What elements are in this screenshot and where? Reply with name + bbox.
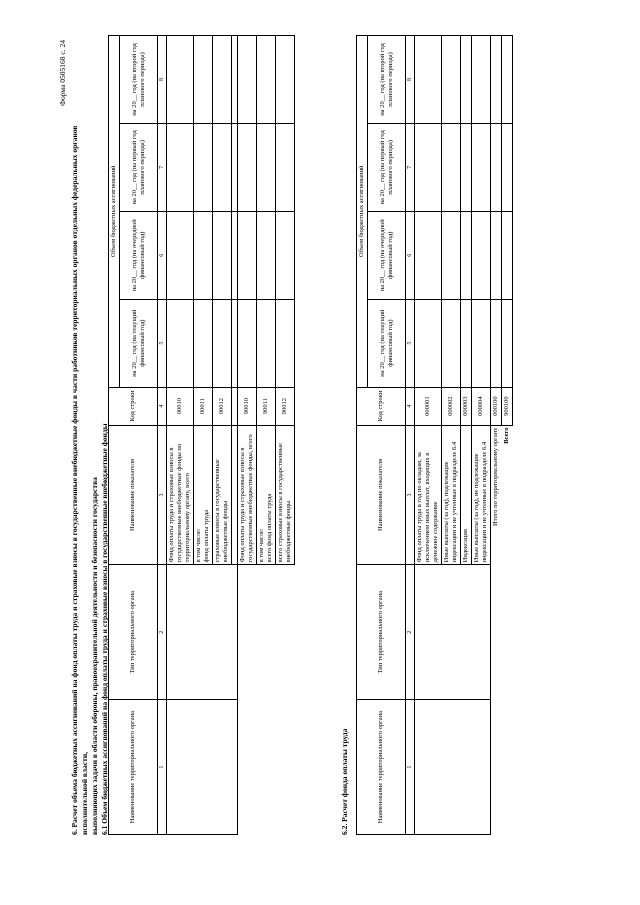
t2-group-header: Объем бюджетных ассигнований: [357, 36, 368, 388]
value-cell[interactable]: [238, 299, 257, 387]
t1-col3-header: Наименование показателя: [109, 425, 158, 565]
value-cell[interactable]: [415, 211, 442, 299]
value-cell[interactable]: [257, 36, 276, 124]
table-row: страховые взносы в государственные внебюджетные фонды: [213, 425, 232, 565]
t2-col3-header: Наименование показателя: [357, 425, 406, 565]
value-cell[interactable]: [415, 36, 442, 124]
row-label: фонд оплаты труда: [203, 509, 210, 563]
t1-col7-header: на 20__ год (на первый год планового периода): [120, 123, 158, 211]
row-code: 00012: [213, 387, 232, 425]
value-cell[interactable]: [257, 211, 276, 299]
value-cell[interactable]: [238, 36, 257, 124]
t1-col5-header: на 20__ год (на текущий финансовый год): [120, 299, 158, 387]
value-cell[interactable]: [442, 36, 461, 124]
value-cell[interactable]: [491, 299, 502, 387]
value-cell[interactable]: [213, 211, 232, 299]
t1-org-name-cell[interactable]: [167, 700, 238, 835]
t2-col7-header: на 20__ год (на первый год планового периода): [368, 123, 406, 211]
table-row: Иные выплаты (за год), не подлежащие индексации и не учтенные в подразделе 6.4: [472, 425, 491, 565]
table-row: всего страховые взносы в государственные внебюджетные фонды: [276, 425, 295, 565]
t1-num-1: 1: [158, 700, 167, 835]
value-cell[interactable]: [472, 36, 491, 124]
row-code: 000002: [442, 387, 461, 425]
value-cell[interactable]: [238, 123, 257, 211]
t2-org-name-cell[interactable]: [415, 700, 491, 835]
table-row: Иные выплаты (за год), подлежащие индексации и не учтенные в подразделе 6.4: [442, 425, 461, 565]
t1-col4-header: Код строки: [109, 387, 158, 425]
value-cell[interactable]: [461, 36, 472, 124]
t2-num-8: 8: [406, 36, 415, 124]
t1-group-header: Объем бюджетных ассигнований: [109, 36, 120, 388]
t2-col2-header: Тип территориального органа: [357, 565, 406, 700]
t2-num-1: 1: [406, 700, 415, 835]
value-cell[interactable]: [276, 36, 295, 124]
value-cell[interactable]: [213, 36, 232, 124]
t2-num-6: 6: [406, 211, 415, 299]
t2-col8-header: на 20__ год (на второй год планового периода): [368, 36, 406, 124]
value-cell[interactable]: [194, 123, 213, 211]
table-row: [257, 425, 276, 565]
value-cell[interactable]: [213, 123, 232, 211]
value-cell[interactable]: [502, 36, 513, 124]
t1-col1-header: Наименование территориального органа: [109, 700, 158, 835]
t2-num-4: 4: [406, 387, 415, 425]
t2-num-5: 5: [406, 299, 415, 387]
section-heading: [70, 95, 110, 835]
value-cell[interactable]: [442, 123, 461, 211]
table-row: [194, 425, 213, 565]
t2-num-3: 3: [406, 425, 415, 565]
value-cell[interactable]: [257, 123, 276, 211]
row-code: 000001: [415, 387, 442, 425]
t1-num-2: 2: [158, 565, 167, 700]
form-number: Форма 0505168 с. 24: [58, 40, 67, 106]
t1-num-5: 5: [158, 299, 167, 387]
value-cell[interactable]: [502, 123, 513, 211]
grand-total-code: 900100: [502, 387, 513, 425]
row-code: 90012: [276, 387, 295, 425]
table-row: Индексация: [461, 425, 472, 565]
t1-num-8: 8: [158, 36, 167, 124]
value-cell[interactable]: [491, 36, 502, 124]
t2-col5-header: на 20__ год (на текущий финансовый год): [368, 299, 406, 387]
t2-org-type-cell[interactable]: [415, 565, 491, 700]
t2-num-7: 7: [406, 123, 415, 211]
table-row: Фонд оплаты труда и страховые взносы в государственные внебюджетные фонды, всего: [238, 425, 257, 565]
value-cell[interactable]: [461, 299, 472, 387]
row-code: 000003: [461, 387, 472, 425]
t1-col6-header: на 20__ год (на очередной финансовый год): [120, 211, 158, 299]
heading-line-3: 6.1 Объем бюджетных ассигнований на фонд оплаты труда и страховые взносы в государственные внебюджетные фонды: [100, 423, 109, 835]
value-cell[interactable]: [167, 36, 194, 124]
value-cell[interactable]: [276, 211, 295, 299]
value-cell[interactable]: [194, 211, 213, 299]
row-code: 90010: [238, 387, 257, 425]
table-row: Фонд оплаты труда и страховые взносы в государственные внебюджетные фонды по территориальному органу, всего: [167, 425, 194, 565]
t1-num-7: 7: [158, 123, 167, 211]
row-code: 00011: [194, 387, 213, 425]
section-6-2-title: 6.2. Расчет фонда оплаты труда: [340, 728, 349, 835]
t1-num-3: 3: [158, 425, 167, 565]
row-code: 000004: [472, 387, 491, 425]
row-code: 90011: [257, 387, 276, 425]
value-cell[interactable]: [276, 123, 295, 211]
value-cell[interactable]: [491, 211, 502, 299]
t1-num-6: 6: [158, 211, 167, 299]
row-code: 00010: [167, 387, 194, 425]
value-cell[interactable]: [276, 299, 295, 387]
table-row: Фонд оплаты труда в год по окладам, за исключением иных выплат, входящих в денежное содержание: [415, 425, 442, 565]
value-cell[interactable]: [442, 299, 461, 387]
row-prefix: в том числе:: [258, 528, 265, 563]
value-cell[interactable]: [442, 211, 461, 299]
t1-org-type-cell[interactable]: [167, 565, 238, 700]
t1-blank-area: [238, 565, 295, 835]
value-cell[interactable]: [472, 123, 491, 211]
value-cell[interactable]: [213, 299, 232, 387]
value-cell[interactable]: [167, 299, 194, 387]
table-6-1: [108, 35, 295, 835]
value-cell[interactable]: [472, 211, 491, 299]
table-6-2: [356, 35, 513, 835]
value-cell[interactable]: [461, 211, 472, 299]
total-org-code: 000100: [491, 387, 502, 425]
t2-num-2: 2: [406, 565, 415, 700]
value-cell[interactable]: [415, 299, 442, 387]
heading-line-2: выполняющих задачи в области обороны, правоохранительной деятельности и безопасности государства: [90, 477, 99, 835]
t2-col6-header: на 20__ год (на очередной финансовый год): [368, 211, 406, 299]
value-cell[interactable]: [502, 211, 513, 299]
value-cell[interactable]: [194, 299, 213, 387]
value-cell[interactable]: [238, 211, 257, 299]
value-cell[interactable]: [502, 299, 513, 387]
row-prefix: в том числе:: [195, 528, 202, 563]
value-cell[interactable]: [257, 299, 276, 387]
value-cell[interactable]: [491, 123, 502, 211]
value-cell[interactable]: [461, 123, 472, 211]
t2-col1-header: Наименование территориального органа: [357, 700, 406, 835]
row-label: всего фонд оплаты труда: [266, 493, 273, 563]
t1-num-4: 4: [158, 387, 167, 425]
value-cell[interactable]: [167, 123, 194, 211]
value-cell[interactable]: [472, 299, 491, 387]
value-cell[interactable]: [415, 123, 442, 211]
heading-line-1: 6. Расчет объема бюджетных ассигнований на фонд оплаты труда и страховые взносы в государственные внебюджетные фонды в части работников территориальных органов отдельных федеральных органов исполнительной власти,: [70, 125, 89, 835]
value-cell[interactable]: [167, 211, 194, 299]
t1-col2-header: Тип территориального органа: [109, 565, 158, 700]
total-org-label: Итого по территориальному органу: [491, 425, 502, 834]
value-cell[interactable]: [194, 36, 213, 124]
t2-col4-header: Код строки: [357, 387, 406, 425]
t1-col8-header: на 20__ год (на второй год планового периода): [120, 36, 158, 124]
grand-total-label: Всего: [502, 425, 513, 834]
